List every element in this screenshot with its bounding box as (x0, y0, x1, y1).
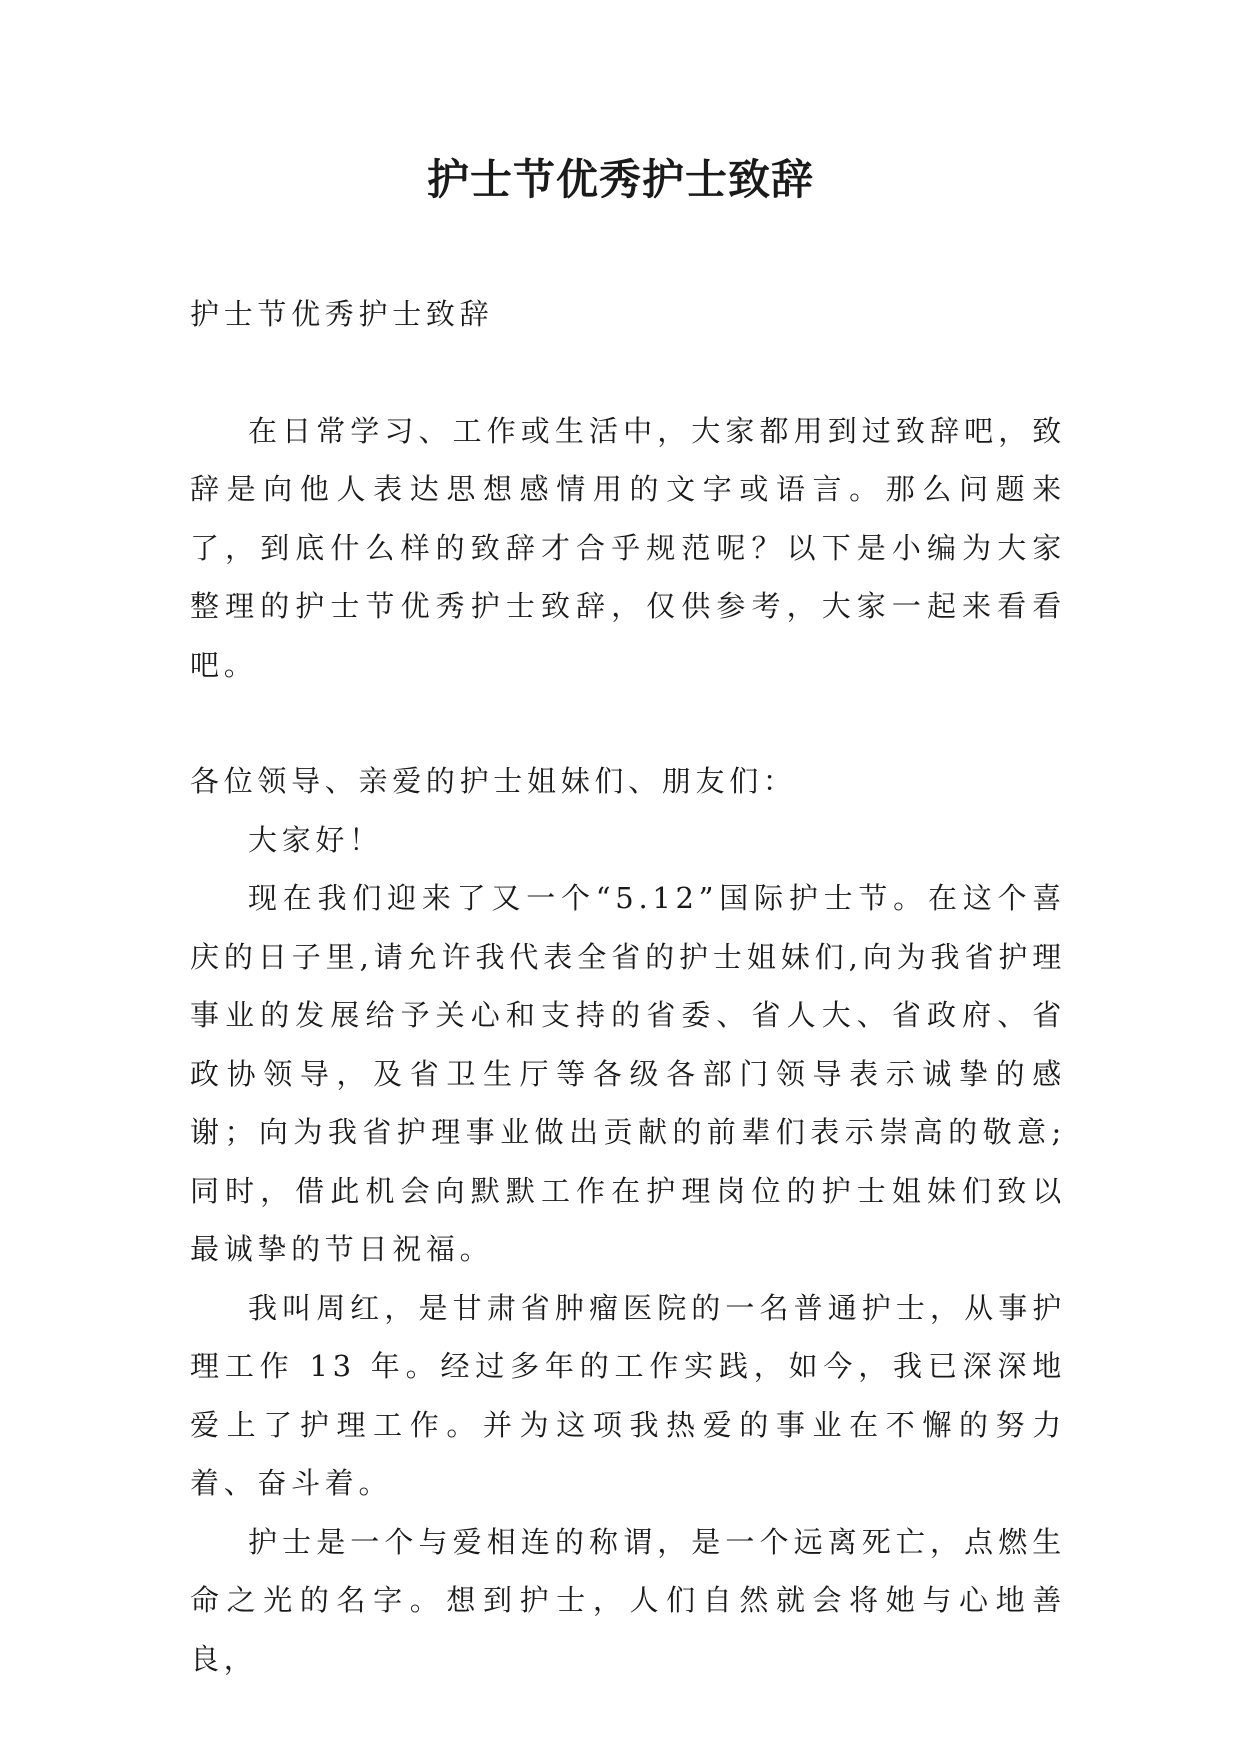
body-paragraph-1: 现在我们迎来了又一个“5.12”国际护士节。在这个喜庆的日子里,请允许我代表全省的护士姐妹们,向为我省护理事业的发展给予关心和支持的省委、省人大、省政府、省政协领导，及省卫生厅等各级各部门领导表示诚挚的感谢；向为我省护理事业做出贡献的前辈们表示崇高的敬意;同时，借此机会向默默工作在护理岗位的护士姐妹们致以最诚挚的节日祝福。 (190, 881, 1066, 1266)
document-title: 护士节优秀护士致辞 (426, 155, 814, 204)
body-paragraph-3: 护士是一个与爱相连的称谓，是一个远离死亡，点燃生命之光的名字。想到护士，人们自然就会将她与心地善良， (190, 1524, 1066, 1676)
greeting-line: 大家好！ (248, 822, 383, 857)
body-paragraph-2: 我叫周红，是甘肃省肿瘤医院的一名普通护士，从事护理工作 13 年。经过多年的工作实践，如今，我已深深地爱上了护理工作。并为这项我热爱的事业在不懈的努力着、奋斗着。 (190, 1290, 1066, 1500)
salutation-line: 各位领导、亲爱的护士姐妹们、朋友们： (190, 764, 797, 798)
document-body (190, 285, 1066, 1688)
document-subtitle: 护士节优秀护士致辞 (190, 297, 494, 331)
intro-paragraph: 在日常学习、工作或生活中，大家都用到过致辞吧，致辞是向他人表达思想感情用的文字或语言。那么问题来了，到底什么样的致辞才合乎规范呢？以下是小编为大家整理的护士节优秀护士致辞，仅供参考，大家一起来看看吧。 (190, 413, 1066, 682)
